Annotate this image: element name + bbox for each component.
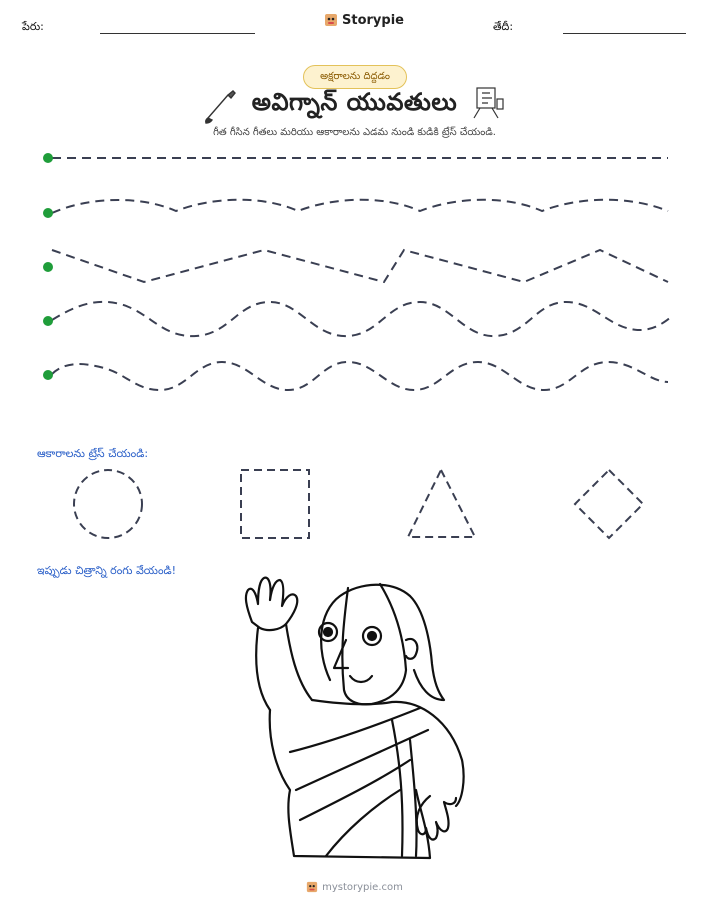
raised-arm[interactable] bbox=[256, 624, 312, 710]
name-label: పేరు: bbox=[22, 20, 44, 33]
hair[interactable] bbox=[321, 585, 444, 700]
date-label: తేదీ: bbox=[493, 20, 514, 33]
mouth bbox=[350, 676, 372, 682]
topic-badge: అక్షరాలను దిద్దడం bbox=[303, 65, 407, 89]
ear[interactable] bbox=[406, 639, 417, 659]
storypie-logo-icon bbox=[306, 880, 318, 894]
coloring-section-label: ఇప్పుడు చిత్రాన్ని రంగు వేయండి! bbox=[37, 564, 177, 577]
page-title: అవిగ్నాన్ యువతులు bbox=[251, 88, 458, 116]
raised-hand[interactable] bbox=[246, 578, 297, 630]
shapes-section-label: ఆకారాలను ట్రేస్ చేయండి: bbox=[37, 447, 149, 460]
sari-drape[interactable] bbox=[290, 708, 428, 856]
footer-site[interactable]: mystorypie.com bbox=[322, 881, 403, 893]
instructions: గీత గీసిన గీతలు మరియు ఆకారాలను ఎడమ నుండి కుడికి ట్రేస్ చేయండి. bbox=[213, 127, 496, 138]
nose bbox=[334, 640, 348, 668]
sari-body[interactable] bbox=[270, 700, 464, 858]
footer bbox=[0, 880, 709, 894]
brand-name: Storypie bbox=[342, 12, 404, 28]
